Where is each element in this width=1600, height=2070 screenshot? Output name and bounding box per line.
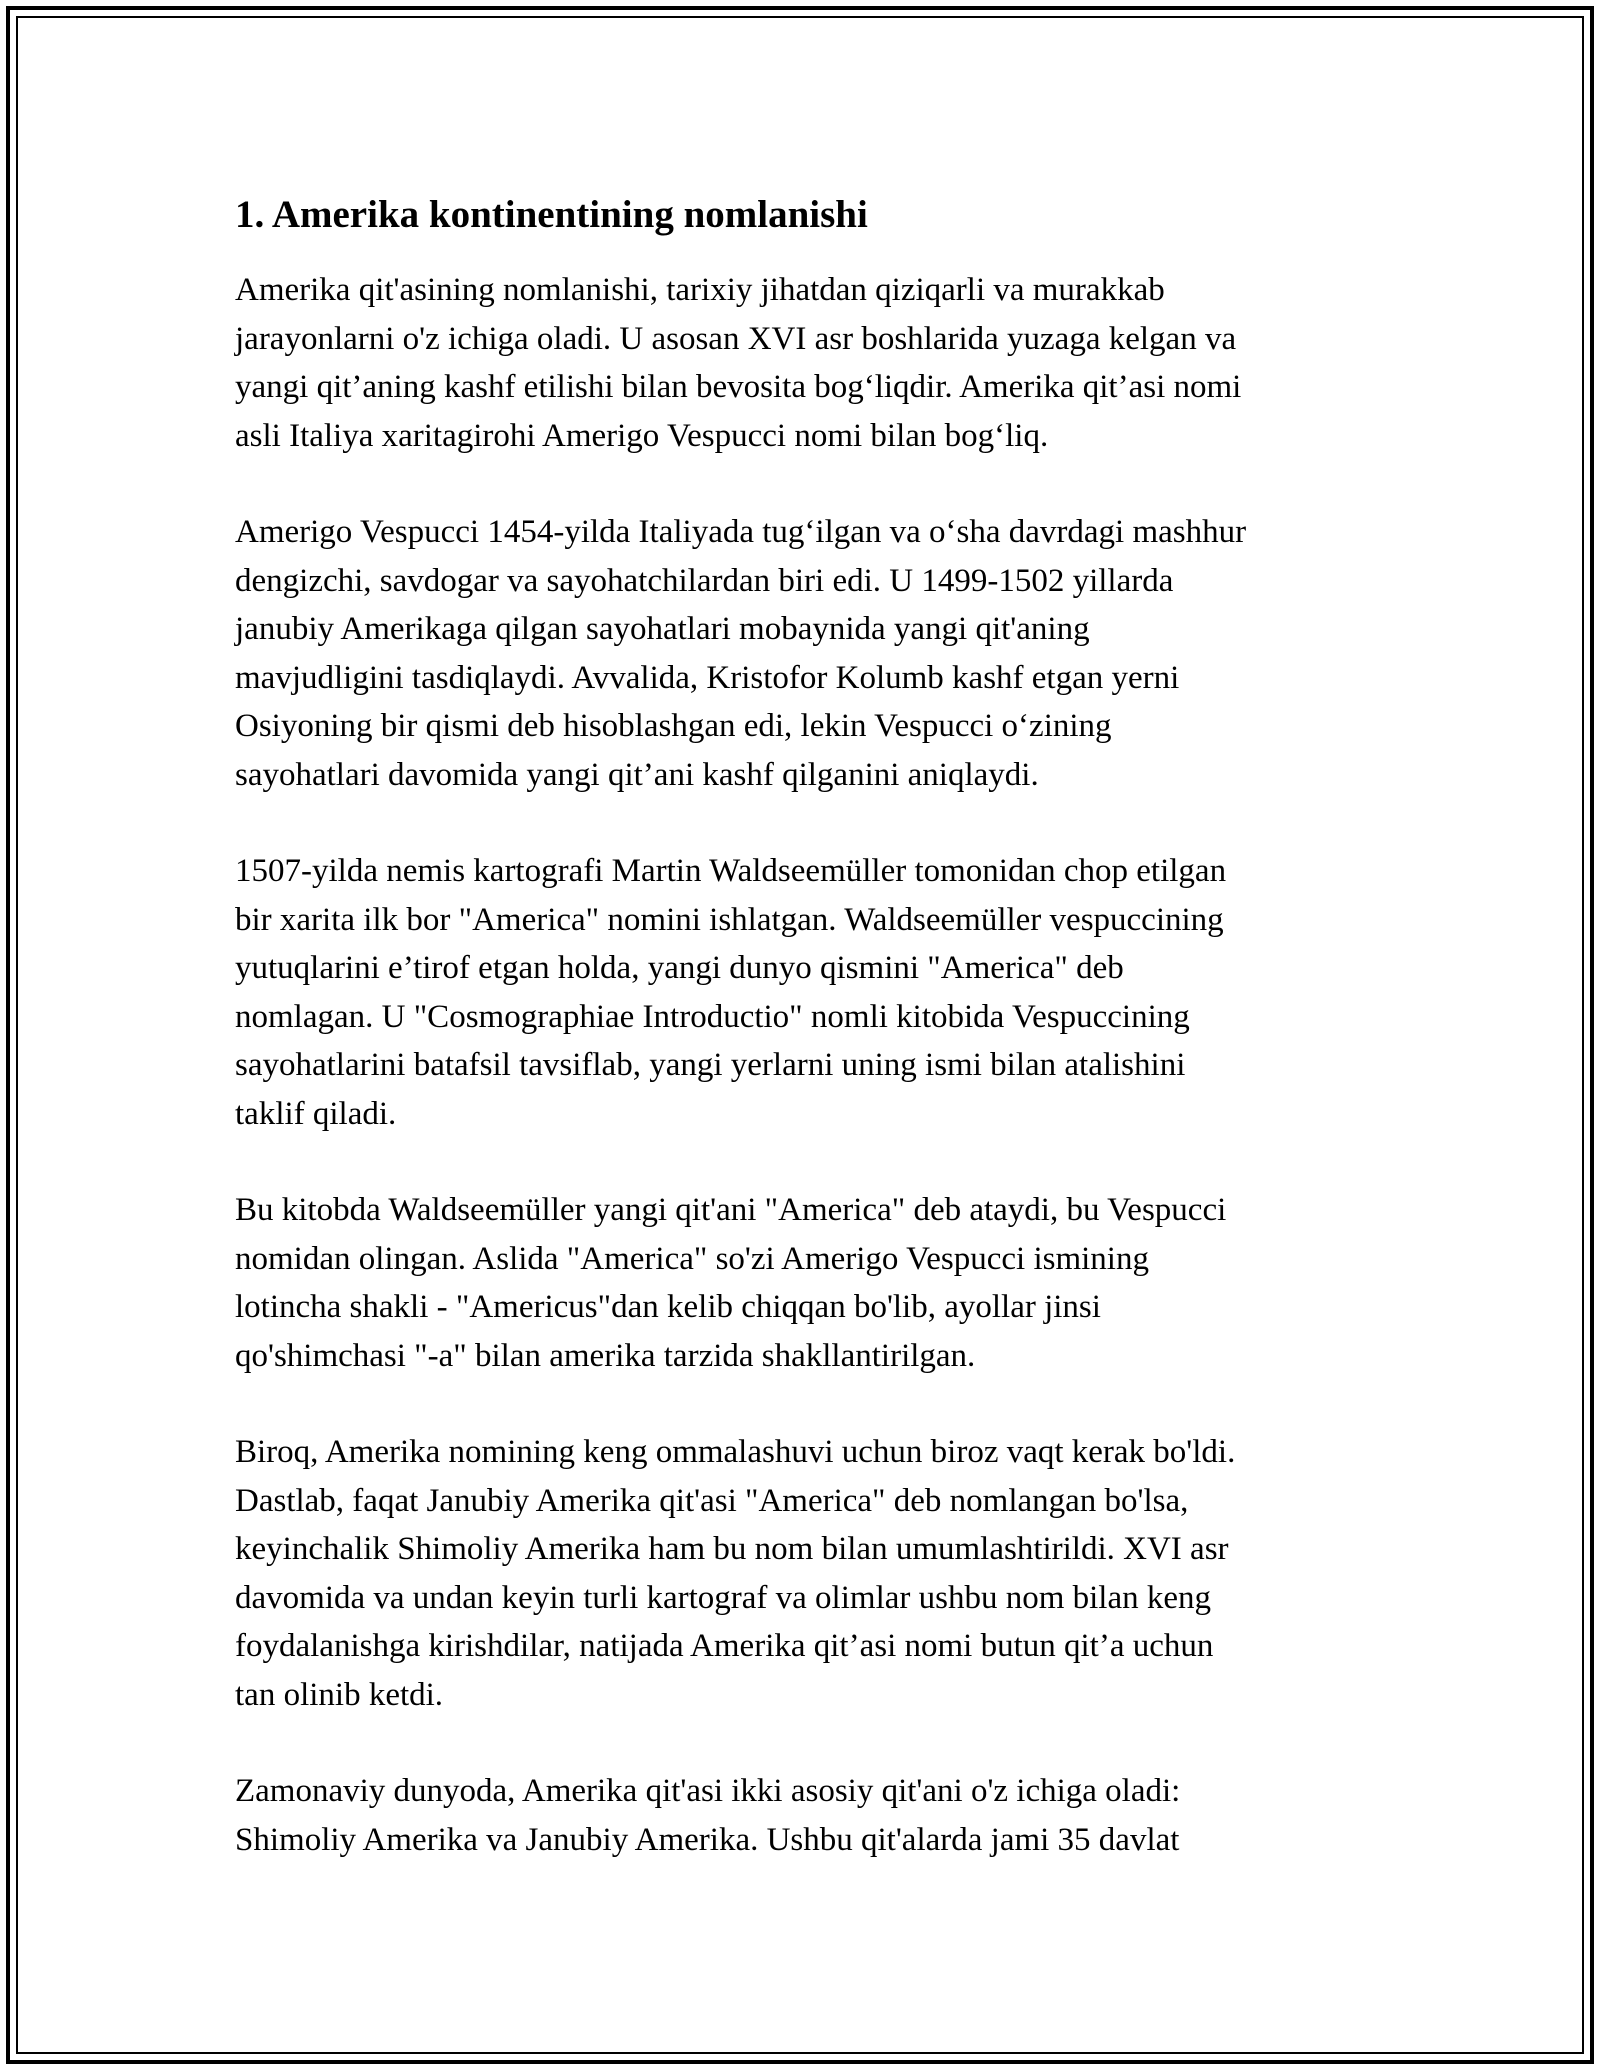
paragraph-4: [235, 1186, 1385, 1380]
text-line: mavjudligini tasdiqlaydi. Avvalida, Kristofor Kolumb kashf etgan yerni: [235, 659, 1180, 696]
text-line: yutuqlarini e’tirof etgan holda, yangi dunyo qismini "America" deb: [235, 950, 1124, 986]
text-line: foydalanishga kirishdilar, natijada Amerika qit’asi nomi butun qit’a uchun: [235, 1628, 1214, 1664]
text-line: nomidan olingan. Aslida "America" so'zi Amerigo Vespucci ismining: [235, 1240, 1149, 1277]
text-line: tan olinib ketdi.: [235, 1676, 444, 1713]
paragraph-1: [235, 266, 1385, 460]
text-line: sayohatlarini batafsil tavsiflab, yangi yerlarni uning ismi bilan atalishini: [235, 1047, 1186, 1083]
text-line: davomida va undan keyin turli kartograf va olimlar ushbu nom bilan keng: [235, 1579, 1212, 1616]
text-line: jarayonlarni o'z ichiga oladi. U asosan XVI asr boshlarida yuzaga kelgan va: [235, 320, 1237, 357]
text-line: Biroq, Amerika nomining keng ommalashuvi uchun biroz vaqt kerak bo'ldi.: [235, 1434, 1236, 1470]
document-title: 1. Amerika kontinentining nomlanishi: [235, 193, 868, 236]
text-line: nomlagan. U "Cosmographiae Introductio" nomli kitobida Vespuccining: [235, 998, 1190, 1035]
text-line: Dastlab, faqat Janubiy Amerika qit'asi "America" deb nomlangan bo'lsa,: [235, 1482, 1189, 1519]
text-line: keyinchalik Shimoliy Amerika ham bu nom bilan umumlashtirildi. XVI asr: [235, 1531, 1229, 1567]
paragraph-2: [235, 508, 1385, 799]
document-body: [235, 190, 1385, 1912]
text-line: Osiyoning bir qismi deb hisoblashgan edi, lekin Vespucci o‘zining: [235, 708, 1112, 744]
text-line: Amerika qit'asining nomlanishi, tarixiy jihatdan qiziqarli va murakkab: [235, 272, 1165, 308]
text-line: Shimoliy Amerika va Janubiy Amerika. Ushbu qit'alarda jami 35 davlat: [235, 1821, 1180, 1858]
text-line: taklif qiladi.: [235, 1095, 397, 1132]
text-line: Amerigo Vespucci 1454-yilda Italiyada tug‘ilgan va o‘sha davrdagi mashhur: [235, 514, 1247, 550]
text-line: 1507-yilda nemis kartografi Martin Waldseemüller tomonidan chop etilgan: [235, 853, 1227, 889]
text-line: Bu kitobda Waldseemüller yangi qit'ani "America" deb ataydi, bu Vespucci: [235, 1192, 1227, 1228]
paragraph-6: [235, 1767, 1385, 1864]
paragraph-5: [235, 1428, 1385, 1719]
text-line: yangi qit’aning kashf etilishi bilan bevosita bog‘liqdir. Amerika qit’asi nomi: [235, 369, 1242, 405]
text-line: qo'shimchasi "-a" bilan amerika tarzida shakllantirilgan.: [235, 1337, 976, 1374]
text-line: bir xarita ilk bor "America" nomini ishlatgan. Waldseemüller vespuccining: [235, 901, 1224, 938]
text-line: Zamonaviy dunyoda, Amerika qit'asi ikki asosiy qit'ani o'z ichiga oladi:: [235, 1773, 1181, 1809]
paragraph-3: [235, 847, 1385, 1138]
text-line: dengizchi, savdogar va sayohatchilardan biri edi. U 1499-1502 yillarda: [235, 562, 1174, 599]
text-line: janubiy Amerikaga qilgan sayohatlari mobaynida yangi qit'aning: [235, 611, 1090, 647]
text-line: asli Italiya xaritagirohi Amerigo Vespucci nomi bilan bog‘liq.: [235, 417, 1049, 454]
text-line: sayohatlari davomida yangi qit’ani kashf qilganini aniqlaydi.: [235, 756, 1039, 793]
text-line: lotincha shakli - "Americus"dan kelib chiqqan bo'lib, ayollar jinsi: [235, 1289, 1101, 1325]
